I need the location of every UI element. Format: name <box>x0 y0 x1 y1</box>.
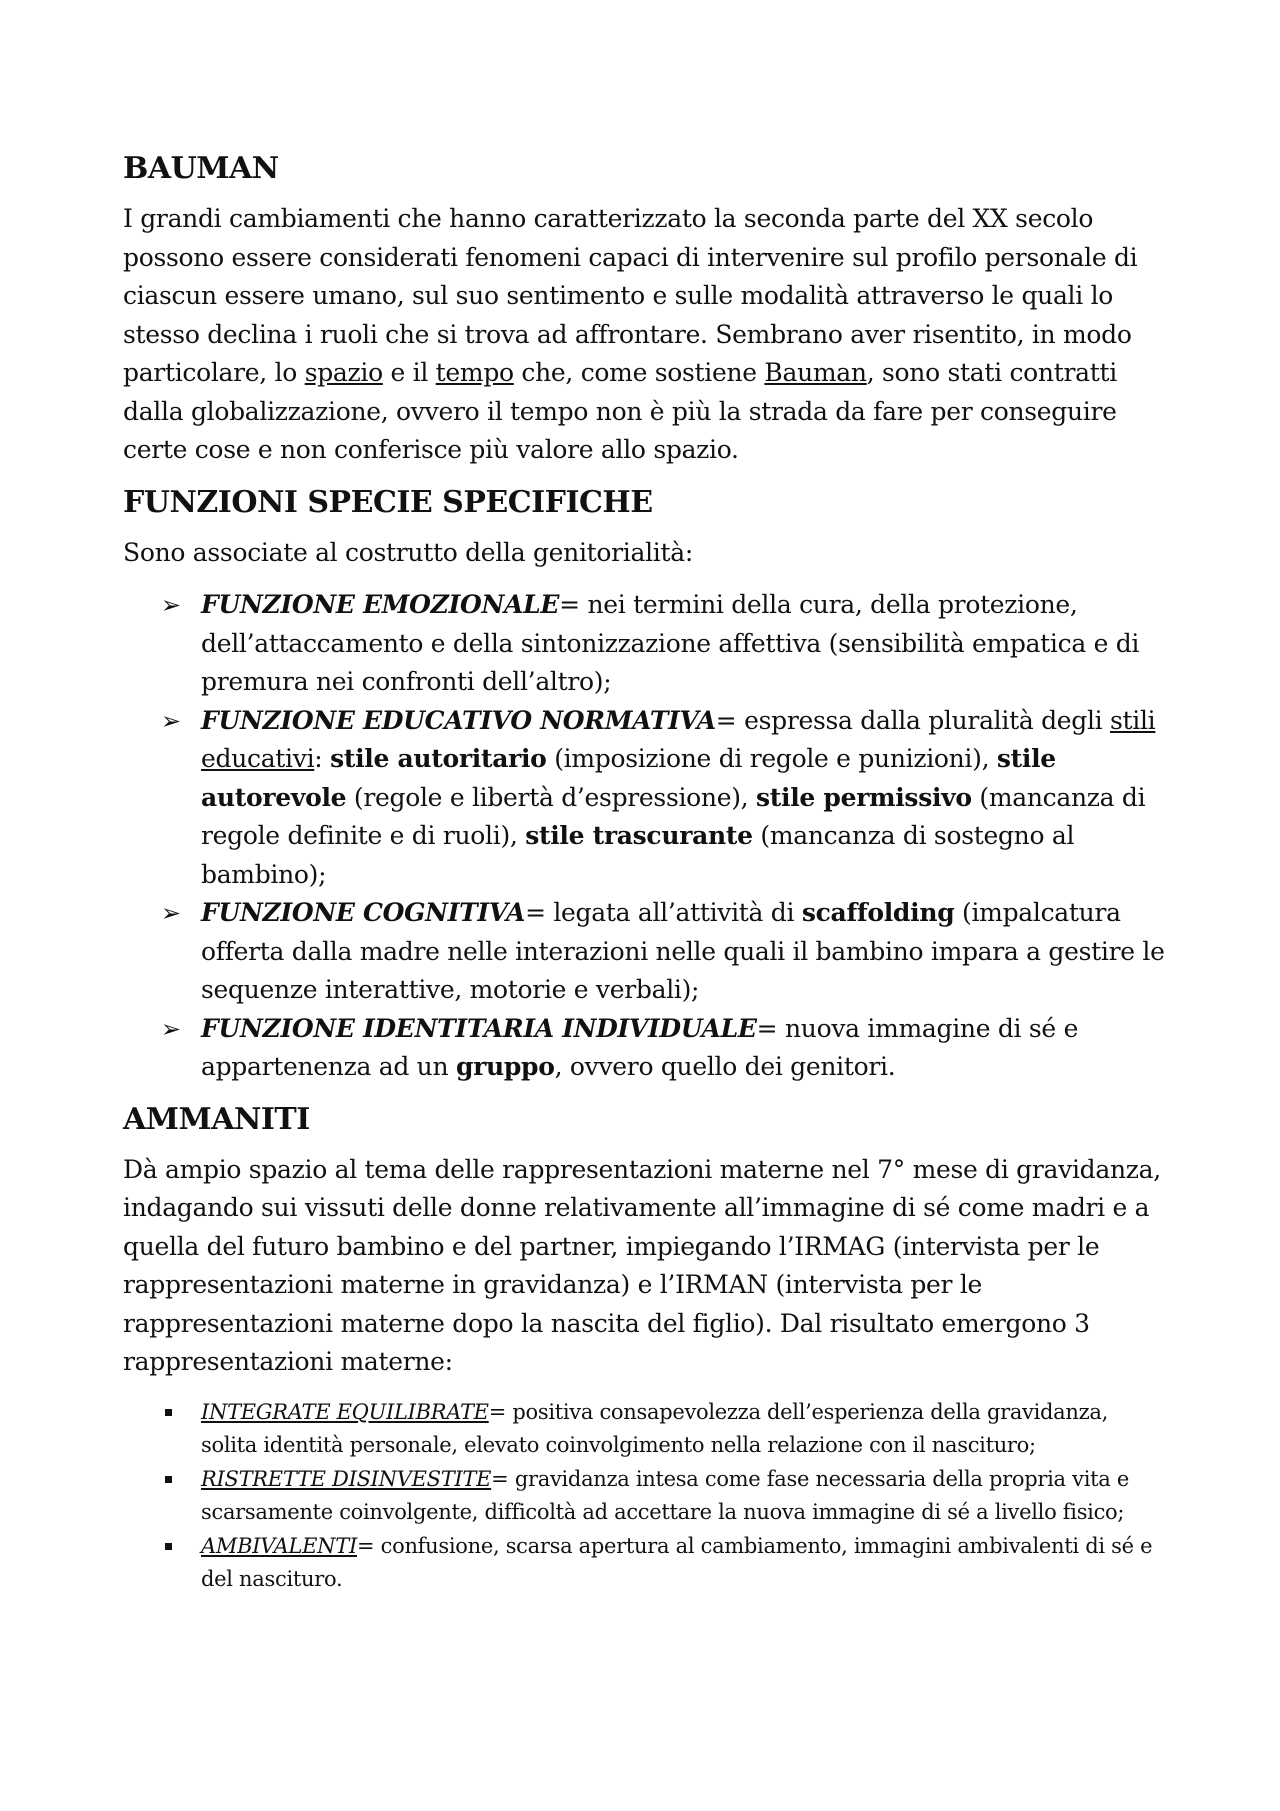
underlined-word-bauman: Bauman <box>764 358 867 387</box>
list-item <box>123 702 1168 895</box>
underlined-word-tempo: tempo <box>435 358 514 387</box>
item-text: (impalcatura offerta dalla madre nelle interazioni nelle quali il bambino impara a gestire le sequenze interattive, motorie e verbali); <box>201 898 1165 1004</box>
item-label: FUNZIONE EDUCATIVO NORMATIVA <box>201 705 716 735</box>
item-text: = nei termini della cura, della protezione, dell’attaccamento e della sintonizzazione affettiva (sensibilità empatica e di premura nei confronti dell’altro); <box>201 590 1140 696</box>
bold-term: stile autorevole <box>201 744 1056 812</box>
item-label: FUNZIONE EMOZIONALE <box>201 590 560 619</box>
list-item <box>123 1530 1168 1597</box>
text-segment: che, come sostiene <box>513 358 765 387</box>
paragraph-bauman <box>123 200 1168 470</box>
text-segment: I grandi cambiamenti che hanno caratterizzato la seconda parte del XX secolo possono essere considerati fenomeni capaci di intervenire sul profilo personale di ciascun essere umano, sul suo sentimento e sulle modalità attraverso le quali lo stesso declina i ruoli che si trova ad affrontare. Sembrano aver risentito, in modo particolare, lo <box>123 204 1138 387</box>
functions-list <box>123 586 1168 1087</box>
list-item <box>123 586 1168 702</box>
heading-bauman: BAUMAN <box>123 151 279 186</box>
item-label: FUNZIONE IDENTITARIA INDIVIDUALE <box>201 1013 757 1043</box>
item-text: (mancanza di regole definite e di ruoli), <box>201 782 1146 850</box>
arrow-bullet-icon: ➢ <box>161 899 181 927</box>
bold-term: scaffolding <box>801 898 955 927</box>
square-bullet-icon <box>165 1543 172 1550</box>
paragraph-funzioni-intro: Sono associate al costrutto della genitorialità: <box>123 537 693 567</box>
bold-term: stile autoritario <box>330 744 547 773</box>
list-item <box>123 894 1168 1010</box>
item-text: , ovvero quello dei genitori. <box>554 1052 896 1081</box>
list-item <box>123 1463 1168 1530</box>
item-text: : <box>314 744 331 773</box>
heading-ammaniti: AMMANITI <box>123 1101 310 1137</box>
item-label: INTEGRATE EQUILIBRATE <box>201 1399 489 1424</box>
text-segment: e il <box>382 358 436 387</box>
underlined-term: stili educativi <box>201 705 1156 773</box>
item-text: = legata all’attività di <box>525 898 802 927</box>
item-text: = gravidanza intesa come fase necessaria della propria vita e scarsamente coinvolgente, difficoltà ad accettare la nuova immagine di sé a livello fisico; <box>201 1466 1129 1524</box>
item-text: = espressa dalla pluralità degli <box>715 705 1111 735</box>
item-label: RISTRETTE DISINVESTITE <box>201 1466 492 1491</box>
item-text: = nuova immagine di sé e appartenenza ad un <box>201 1013 1079 1081</box>
text-segment: , sono stati contratti dalla globalizzazione, ovvero il tempo non è più la strada da fare per conseguire certe cose e non conferisce più valore allo spazio. <box>123 358 1117 464</box>
document-page <box>123 150 1168 1597</box>
list-item <box>123 1010 1168 1087</box>
bold-term: stile permissivo <box>755 782 972 812</box>
heading-funzioni: FUNZIONI SPECIE SPECIFICHE <box>123 484 653 520</box>
paragraph-ammaniti: Dà ampio spazio al tema delle rappresentazioni materne nel 7° mese di gravidanza, indagando sui vissuti delle donne relativamente all’immagine di sé come madri e a quella del futuro bambino e del partner, impiegando l’IRMAG (intervista per le rappresentazioni materne in gravidanza) e l’IRMAN (intervista per le rappresentazioni materne dopo la nascita del figlio). Dal risultato emergono 3 rappresentazioni materne: <box>123 1154 1161 1376</box>
square-bullet-icon <box>165 1409 172 1416</box>
arrow-bullet-icon: ➢ <box>161 591 181 619</box>
item-text: (regole e libertà d’espressione), <box>346 782 756 812</box>
item-text: (imposizione di regole e punizioni), <box>546 744 997 773</box>
item-text: = positiva consapevolezza dell’esperienza della gravidanza, solita identità personale, elevato coinvolgimento nella relazione con il nascituro; <box>201 1399 1108 1457</box>
arrow-bullet-icon: ➢ <box>161 1014 181 1043</box>
list-item <box>123 1396 1168 1463</box>
bold-term: gruppo <box>455 1052 555 1081</box>
arrow-bullet-icon: ➢ <box>161 706 181 735</box>
item-text: (mancanza di sostegno al bambino); <box>201 821 1075 889</box>
square-bullet-icon <box>165 1476 172 1483</box>
item-text: = confusione, scarsa apertura al cambiamento, immagini ambivalenti di sé e del nascituro. <box>201 1533 1153 1591</box>
bold-term: stile trascurante <box>525 821 753 850</box>
item-label: FUNZIONE COGNITIVA <box>201 898 526 927</box>
representations-list <box>123 1396 1168 1597</box>
underlined-word-spazio: spazio <box>304 358 383 387</box>
item-label: AMBIVALENTI <box>201 1533 357 1558</box>
